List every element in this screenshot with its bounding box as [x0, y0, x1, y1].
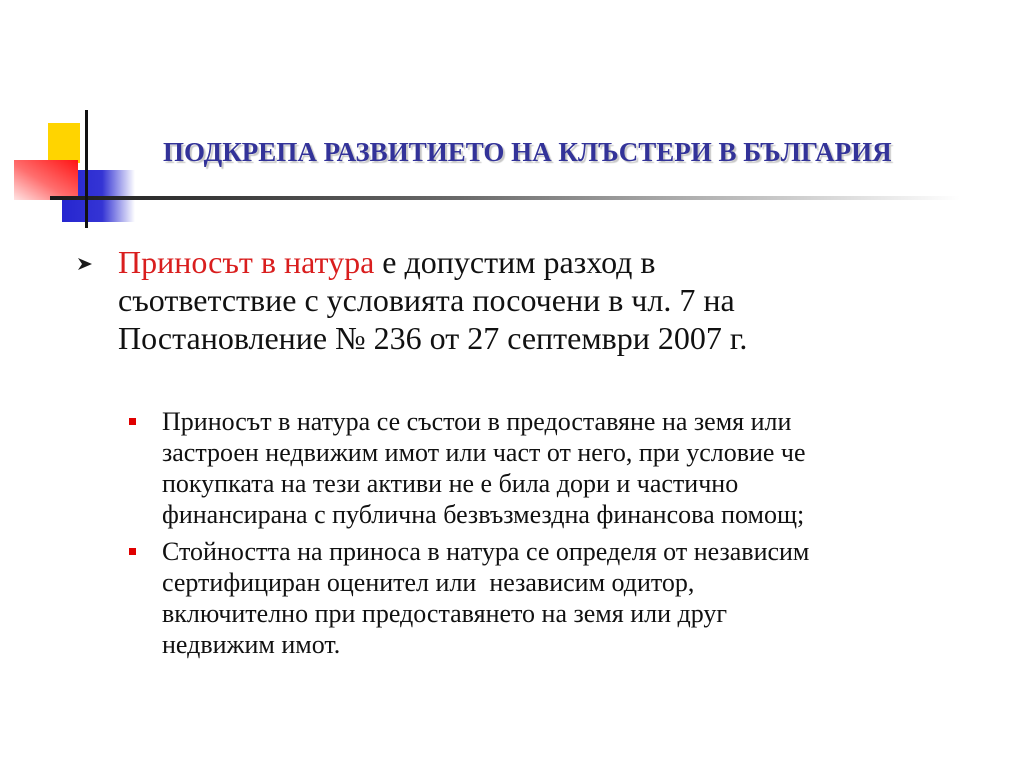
sub-bullet-line: застроен недвижим имот или част от него, при условие че	[162, 438, 806, 467]
logo-graphic	[0, 100, 1000, 240]
main-bullet-line: Постановление № 236 от 27 септември 2007 г.	[118, 320, 748, 356]
sub-bullet-line: включително при предоставянето на земя или друг	[162, 599, 728, 628]
square-bullet-icon	[129, 418, 136, 425]
sub-bullet-line: финансирана с публична безвъзмездна финансова помощ;	[162, 500, 805, 529]
highlight-text: Приносът в натура	[118, 244, 375, 280]
slide-title: ПОДКРЕПА РАЗВИТИЕТО НА КЛЪСТЕРИ В БЪЛГАРИЯ	[163, 137, 892, 167]
square-bullet-icon	[129, 548, 136, 555]
main-bullet-text: е допустим разход в	[374, 244, 656, 280]
sub-bullet	[162, 406, 806, 530]
sub-bullet-line: недвижим имот.	[162, 630, 341, 659]
arrow-bullet-icon	[78, 257, 92, 271]
sub-bullet-line: Стойността на приноса в натура се определя от независим	[162, 537, 810, 566]
logo-vertical-line	[85, 110, 88, 228]
sub-bullet-line: покупката на тези активи не е била дори и частично	[162, 469, 739, 498]
sub-bullet-line: Приносът в натура се състои в предоставяне на земя или	[162, 407, 792, 436]
main-bullet-line: съответствие с условията посочени в чл. 7 на	[118, 282, 735, 318]
logo-red-square	[14, 160, 78, 200]
main-bullet	[118, 243, 747, 357]
sub-bullet-line: сертифициран оценител или независим одитор,	[162, 568, 695, 597]
sub-bullet	[162, 536, 809, 660]
main-bullet-line	[118, 243, 747, 281]
logo-horizontal-line	[50, 196, 960, 200]
logo-yellow-square	[48, 123, 80, 163]
